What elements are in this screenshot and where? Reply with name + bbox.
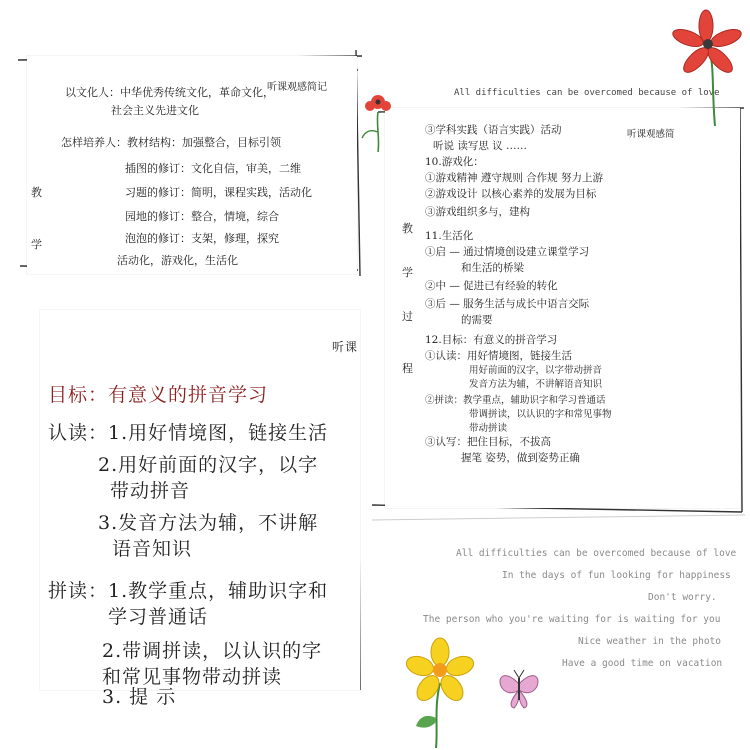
panel1-line-8: 活动化，游戏化，生活化 [117,254,238,267]
panel3-line-14: ①认读：用好情境图，链接生活 [425,350,572,362]
panel1-line-6: 园地的修订：整合，情境，综合 [125,210,279,223]
quote-line-6: Have a good time on vacation [562,658,723,669]
panel3-line-15: 用好前面的汉字，以字带动拼音 [469,365,603,376]
panel3-line-17: ②拼读：教学重点，辅助识字和学习普通话 [425,395,606,406]
panel1-line-1: 以文化人：中华优秀传统文化，革命文化， [65,86,274,99]
panel2-line-2: 认读：1.用好情境图，链接生活 [48,422,329,444]
panel1-line-2: 社会主义先进文化 [111,104,199,117]
panel3-line-7: 11.生活化 [425,230,474,242]
panel1-line-3: 怎样培养人：教材结构：加强整合，目标引领 [61,136,281,149]
panel2-line-5: 3.发音方法为辅，不讲解 [98,512,319,534]
quote-line-2: In the days of fun looking for happiness [502,570,731,581]
panel3-line-13: 12.目标：有意义的拼音学习 [425,334,558,346]
panel2-line-9: 2.带调拼读，以认识的字 [102,640,323,662]
panel2-line-4: 带动拼音 [110,480,191,502]
panel2-line-8: 学习普通话 [108,606,209,628]
panel3-line-8: ①启 — 通过情境创设建立课堂学习 [425,246,590,258]
panel3-line-1: ③学科实践（语言实践）活动 [425,124,562,136]
panel2-line-10: 和常见事物带动拼读 [102,666,283,688]
panel1-line-4: 插图的修订：文化自信，审美，二维 [125,162,301,175]
panel3-line-10: ②中 — 促进已有经验的转化 [425,280,558,292]
panel2-line-7: 拼读：1.教学重点，辅助识字和 [48,580,329,602]
panel3-side-label-2: 学 [402,266,413,279]
panel3-line-12: 的需要 [461,314,493,326]
panel3-line-11: ③后 — 服务生活与成长中语言交际 [425,298,590,310]
panel2-line-3: 2.用好前面的汉字，以字 [98,454,319,476]
panel3-line-2: 听说 读写思 议 …… [433,140,528,152]
panel3-side-label-4: 程 [402,362,413,375]
panel3-line-9: 和生活的桥梁 [461,262,524,274]
panel2-line-6: 语音知识 [112,538,193,560]
panel3-line-20: ③认写：把住目标，不拔高 [425,436,551,448]
notes-panel-3 [385,108,740,508]
panel1-line-7: 泡泡的修订：支架，修理，探究 [125,232,279,245]
panel2-goal-line: 目标：有意义的拼音学习 [48,384,269,406]
yellow-flower-icon [400,638,480,748]
butterfly-icon [494,664,544,714]
panel3-side-label-1: 教 [402,222,413,235]
panel1-line-5: 习题的修订：简明，课程实践，活动化 [125,186,312,199]
panel3-line-16: 发音方法为辅，不讲解语音知识 [469,379,603,390]
quote-line-5: Nice weather in the photo [578,636,721,647]
panel3-line-19: 带动拼读 [469,423,508,434]
panel3-line-5: ②游戏设计 以核心素养的发展为目标 [425,188,597,200]
quote-line-1: All difficulties can be overcomed because of love [456,548,737,559]
panel1-side-label-2: 学 [31,238,42,251]
panel3-line-6: ③游戏组织多与，建构 [425,206,530,218]
panel3-line-3: 10.游戏化： [425,156,484,168]
panel3-line-18: 带调拼读，以认识的字和常见事物 [469,409,612,420]
panel3-header: 听课观感简 [627,129,675,140]
red-flower-small-icon [358,84,398,154]
panel1-header: 听课观感简记 [267,82,327,93]
notes-panel-1 [27,56,357,274]
red-flower-top-right-icon [670,8,750,128]
panel3-line-4: ①游戏精神 遵守规则 合作规 努力上游 [425,172,604,184]
quote-line-3: Don't worry. [648,592,717,603]
panel1-side-label-1: 教 [31,186,42,199]
quote-line-4: The person who you're waiting for is waiting for you [423,614,721,625]
notes-panel-2 [40,310,360,708]
panel2-header: 听课 [332,340,359,354]
panel3-line-21: 握笔 姿势，做到姿势正确 [461,452,580,464]
panel2-line-11: 3. 提 示 [102,686,177,708]
quote-top: All difficulties can be overcomed because of love [454,88,720,98]
panel3-side-label-3: 过 [402,310,413,323]
